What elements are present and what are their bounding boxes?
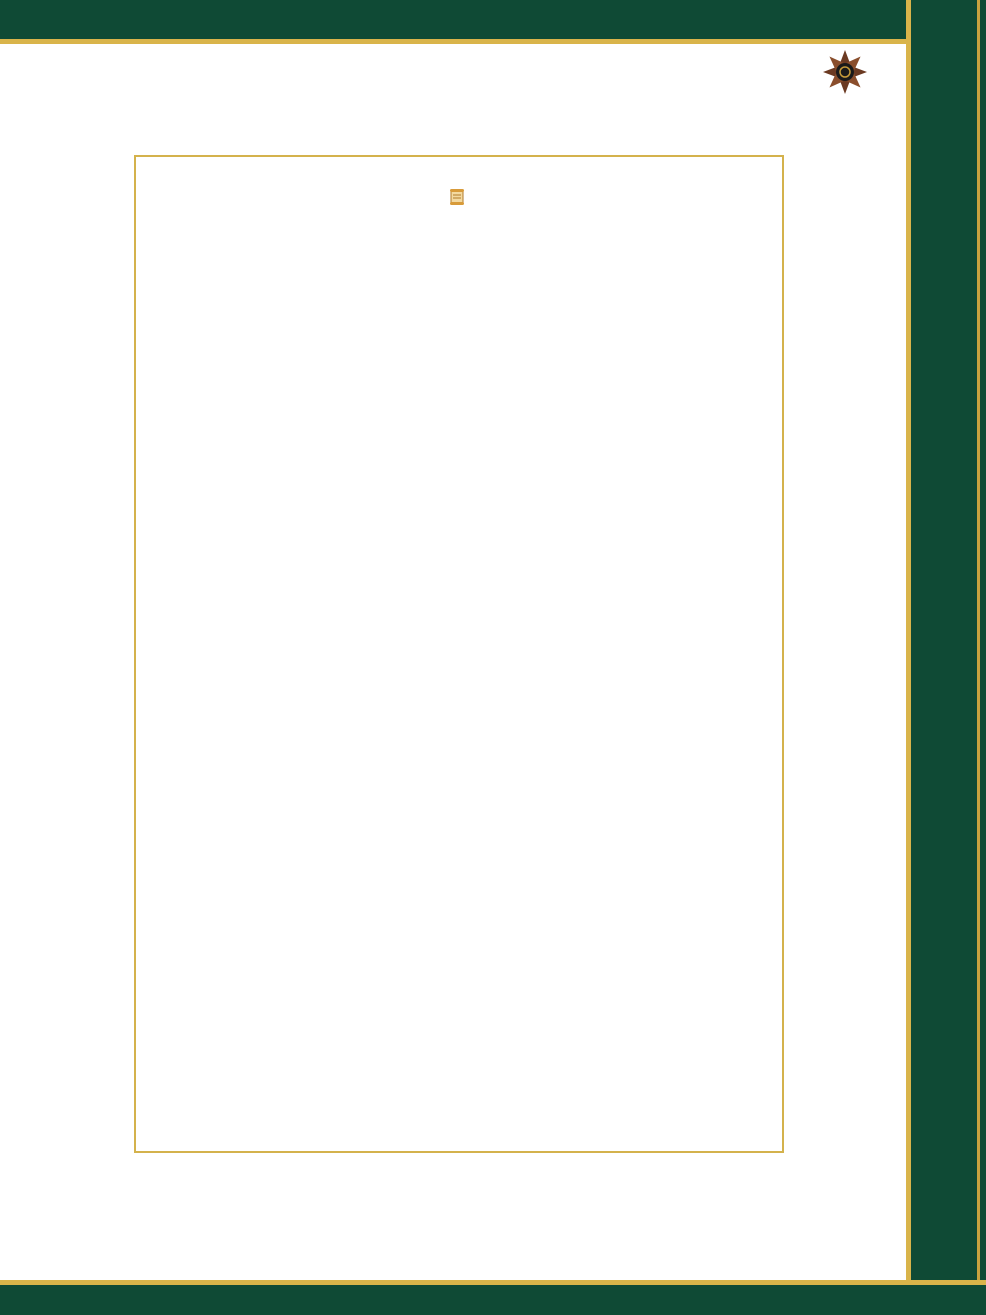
swirl-pattern-right [906,0,986,1315]
content-frame [134,155,784,1153]
brand-logo [790,48,900,148]
ornamental-border-right [906,0,986,1315]
swirl-pattern-top [0,0,986,40]
body-text [154,185,764,213]
scroll-icon [448,187,466,205]
ornamental-border-bottom [0,1280,986,1315]
ornamental-border-top [0,0,986,44]
swirl-pattern-bottom [0,1280,986,1315]
ornament-star-icon [821,48,869,96]
quote-paragraph [154,185,764,213]
